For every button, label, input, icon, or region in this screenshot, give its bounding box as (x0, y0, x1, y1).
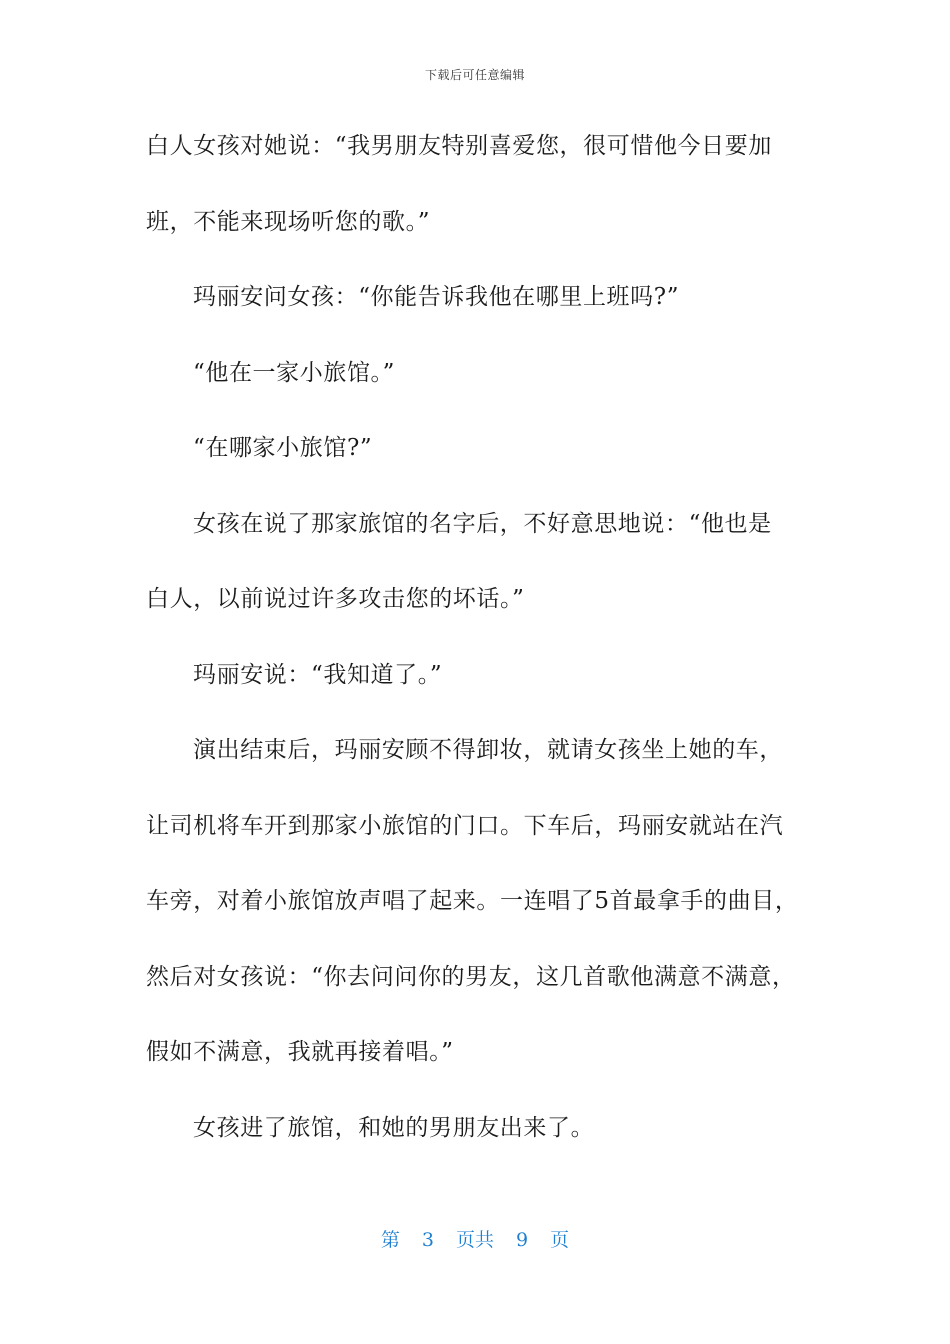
text-line: 女孩在说了那家旅馆的名字后，不好意思地说：“他也是 (193, 510, 772, 537)
total-pages: 9 (516, 1229, 529, 1251)
page-footer (0, 1225, 950, 1252)
text-line: 然后对女孩说：“你去问问你的男友，这几首歌他满意不满意， (146, 963, 796, 990)
page-number: 3 (421, 1229, 434, 1251)
text-line: “他在一家小旅馆。” (193, 359, 396, 386)
text-line: “在哪家小旅馆?” (193, 435, 373, 461)
page-label-mid: 页共 (455, 1229, 494, 1251)
page-label-suffix: 页 (550, 1229, 570, 1251)
text-line: 让司机将车开到那家小旅馆的门口。下车后，玛丽安就站在汽 (146, 812, 784, 839)
text-line: 车旁，对着小旅馆放声唱了起来。一连唱了5首最拿手的曲目， (146, 888, 799, 914)
text-line: 玛丽安问女孩：“你能告诉我他在哪里上班吗?” (193, 284, 680, 310)
text-line: 女孩进了旅馆，和她的男朋友出来了。 (193, 1114, 595, 1141)
text-line: 班，不能来现场听您的歌。” (146, 208, 431, 235)
text-line: 白人女孩对她说：“我男朋友特别喜爱您，很可惜他今日要加 (146, 133, 772, 159)
text-line: 白人，以前说过许多攻击您的坏话。” (146, 586, 525, 612)
text-line: 玛丽安说：“我知道了。” (193, 661, 443, 688)
text-line: 演出结束后，玛丽安顾不得卸妆，就请女孩坐上她的车， (193, 737, 783, 763)
page-label-prefix: 第 (380, 1229, 400, 1251)
document-body (146, 118, 818, 1175)
page-header: 下载后可任意编辑 (424, 68, 525, 82)
text-line: 假如不满意，我就再接着唱。” (146, 1039, 454, 1065)
